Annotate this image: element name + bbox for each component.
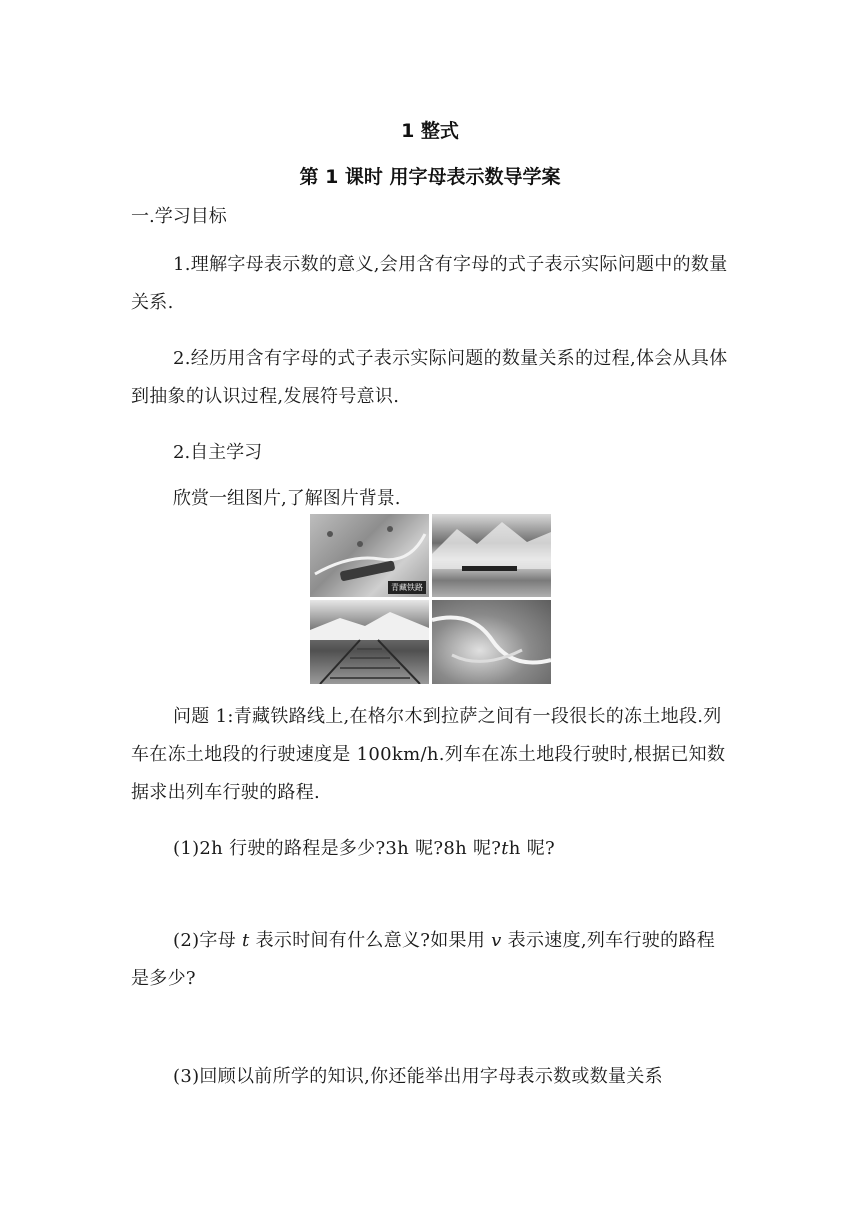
- question-2-part-c: 表示速度,列车行驶的路程是多少?: [131, 930, 715, 989]
- railway-track-photo: [310, 600, 429, 684]
- var-t-2: t: [242, 930, 250, 951]
- var-v: v: [491, 930, 502, 951]
- question-3: (3)回顾以前所学的知识,你还能举出用字母表示数或数量关系: [173, 1066, 663, 1087]
- railway-map-photo: [310, 514, 429, 597]
- var-t: t: [501, 838, 509, 859]
- photo-intro: 欣赏一组图片,了解图片背景.: [173, 488, 401, 509]
- question-1-suffix: h 呢?: [508, 838, 555, 859]
- question-2: [131, 922, 731, 998]
- photo-caption: 青藏铁路: [388, 581, 426, 594]
- railway-bridge-photo: [432, 600, 551, 684]
- question-2-part-b: 表示时间有什么意义?如果用: [249, 930, 492, 951]
- section-heading-self-study: 2.自主学习: [173, 442, 263, 463]
- question-1: [173, 830, 733, 868]
- page-title: 1 整式: [401, 120, 459, 142]
- section-heading-goals: 一.学习目标: [131, 206, 227, 227]
- snow-mountain-train-photo: [432, 514, 551, 597]
- problem-1-text: 问题 1:青藏铁路线上,在格尔木到拉萨之间有一段很长的冻土地段.列车在冻土地段的行驶速度是 100km/h.列车在冻土地段行驶时,根据已知数据求出列车行驶的路程.: [131, 706, 726, 803]
- goal-1: 1.理解字母表示数的意义,会用含有字母的式子表示实际问题中的数量关系.: [131, 254, 728, 313]
- question-2-part-a: (2)字母: [173, 930, 243, 951]
- lesson-subtitle: 第 1 课时 用字母表示数导学案: [299, 166, 561, 188]
- question-1-text: (1)2h 行驶的路程是多少?3h 呢?8h 呢?: [173, 838, 502, 859]
- photo-grid: [310, 514, 551, 684]
- goal-2: 2.经历用含有字母的式子表示实际问题的数量关系的过程,体会从具体到抽象的认识过程,发展符号意识.: [131, 348, 728, 407]
